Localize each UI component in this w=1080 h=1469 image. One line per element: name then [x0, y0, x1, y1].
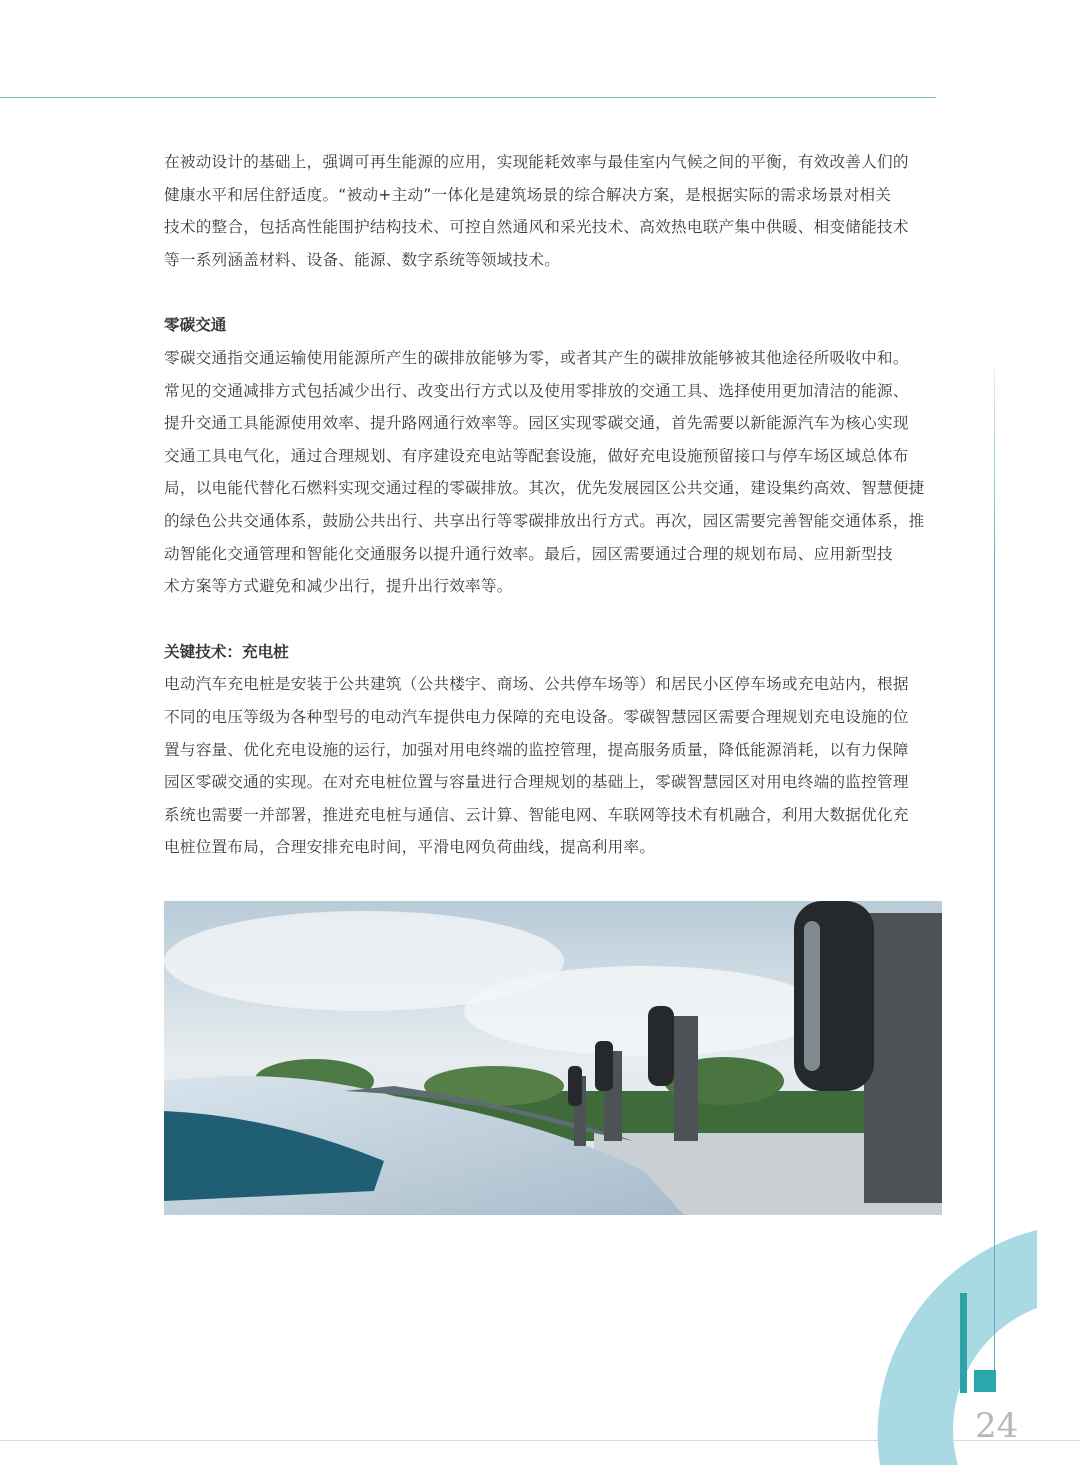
intro-paragraph [164, 146, 954, 276]
text-line: 园区零碳交通的实现。在对充电桩位置与容量进行合理规划的基础上，零碳智慧园区对用电终端的监控管理 [164, 773, 909, 792]
section-heading: 零碳交通 [164, 316, 227, 335]
accent-bar [960, 1293, 967, 1393]
page-content [164, 146, 954, 864]
text-line: 置与容量、优化充电设施的运行，加强对用电终端的监控管理，提高服务质量，降低能源消耗，以有力保障 [164, 740, 909, 759]
text-line: 等一系列涵盖材料、设备、能源、数字系统等领域技术。 [164, 250, 561, 269]
section-heading: 关键技术：充电桩 [164, 642, 289, 661]
text-line: 常见的交通减排方式包括减少出行、改变出行方式以及使用零排放的交通工具、选择使用更加清洁的能源、 [164, 381, 909, 400]
text-line: 在被动设计的基础上，强调可再生能源的应用，实现能耗效率与最佳室内气候之间的平衡，有效改善人们的 [164, 153, 909, 171]
text-line: 动智能化交通管理和智能化交通服务以提升通行效率。最后，园区需要通过合理的规划布局、应用新型技 [164, 544, 893, 563]
accent-square [974, 1370, 996, 1392]
top-rule [0, 97, 936, 98]
text-line: 技术的整合，包括高性能围护结构技术、可控自然通风和采光技术、高效热电联产集中供暖、相变储能技术 [164, 218, 909, 237]
text-line: 局，以电能代替化石燃料实现交通过程的零碳排放。其次，优先发展园区公共交通，建设集约高效、智慧便捷 [164, 479, 925, 498]
ev-charging-photo [164, 901, 942, 1215]
page-number: 24 [975, 1406, 1019, 1446]
section-charging-pile [164, 636, 954, 864]
section-zero-carbon-transport [164, 309, 954, 602]
text-line: 健康水平和居住舒适度。“被动+主动”一体化是建筑场景的综合解决方案，是根据实际的需求场景对相关 [164, 185, 892, 204]
text-line: 电动汽车充电桩是安装于公共建筑（公共楼宇、商场、公共停车场等）和居民小区停车场或充电站内，根据 [164, 675, 909, 694]
corner-decoration [860, 1220, 1080, 1469]
text-line: 术方案等方式避免和减少出行，提升出行效率等。 [164, 577, 513, 596]
text-line: 零碳交通指交通运输使用能源所产生的碳排放能够为零，或者其产生的碳排放能够被其他途径所吸收中和。 [164, 348, 909, 367]
text-line: 系统也需要一并部署，推进充电桩与通信、云计算、智能电网、车联网等技术有机融合，利用大数据优化充 [164, 805, 909, 824]
text-line: 交通工具电气化，通过合理规划、有序建设充电站等配套设施，做好充电设施预留接口与停车场区域总体布 [164, 446, 909, 465]
text-line: 提升交通工具能源使用效率、提升路网通行效率等。园区实现零碳交通，首先需要以新能源汽车为核心实现 [164, 414, 909, 433]
text-line: 的绿色公共交通体系，鼓励公共出行、共享出行等零碳排放出行方式。再次，园区需要完善智能交通体系，推 [164, 511, 925, 530]
text-line: 不同的电压等级为各种型号的电动汽车提供电力保障的充电设备。零碳智慧园区需要合理规划充电设施的位 [164, 707, 909, 726]
text-line: 电桩位置布局，合理安排充电时间，平滑电网负荷曲线，提高利用率。 [164, 838, 656, 857]
